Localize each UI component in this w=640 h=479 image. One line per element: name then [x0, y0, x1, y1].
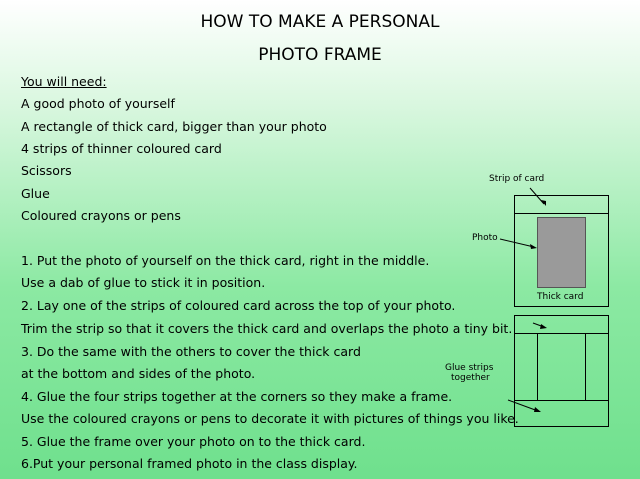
needs-item: A rectangle of thick card, bigger than your photo: [21, 119, 327, 134]
title-line-1: HOW TO MAKE A PERSONAL: [200, 12, 440, 32]
needs-heading: You will need:: [21, 74, 107, 89]
strip-of-card-label: Strip of card: [489, 174, 545, 184]
title-line-2: PHOTO FRAME: [258, 45, 382, 65]
step-line: 2. Lay one of the strips of coloured card across the top of your photo.: [21, 298, 456, 313]
needs-item: Coloured crayons or pens: [21, 208, 181, 223]
needs-item: Glue: [21, 186, 50, 201]
step-line: Trim the strip so that it covers the thick card and overlaps the photo a tiny bit.: [21, 321, 513, 336]
strip-arrowhead: [541, 200, 546, 206]
needs-item: 4 strips of thinner coloured card: [21, 141, 222, 156]
glue-arrowhead-bottom: [534, 407, 541, 412]
step-line: at the bottom and sides of the photo.: [21, 366, 256, 381]
step-line: Use the coloured crayons or pens to decorate it with pictures of things you like.: [21, 411, 519, 426]
needs-item: Scissors: [21, 163, 72, 178]
step-line: 1. Put the photo of yourself on the thick card, right in the middle.: [21, 253, 430, 268]
glue-arrow-bottom: [508, 400, 538, 411]
glue-label-2: together: [451, 373, 490, 383]
step-line: 5. Glue the frame over your photo on to the thick card.: [21, 434, 366, 449]
step-line: Use a dab of glue to stick it in position.: [21, 275, 266, 290]
photo-rect: [538, 218, 586, 288]
frame-outline: [515, 316, 609, 427]
needs-item: A good photo of yourself: [21, 96, 175, 111]
glue-label-1: Glue strips: [445, 363, 494, 373]
photo-arrowhead: [530, 244, 537, 249]
photo-arrow: [500, 239, 534, 247]
thick-card-label: Thick card: [537, 292, 584, 302]
photo-label: Photo: [472, 233, 498, 243]
step-line: 6.Put your personal framed photo in the class display.: [21, 456, 358, 471]
glue-arrowhead-top: [540, 324, 547, 329]
step-line: 4. Glue the four strips together at the corners so they make a frame.: [21, 389, 453, 404]
step-line: 3. Do the same with the others to cover the thick card: [21, 344, 361, 359]
